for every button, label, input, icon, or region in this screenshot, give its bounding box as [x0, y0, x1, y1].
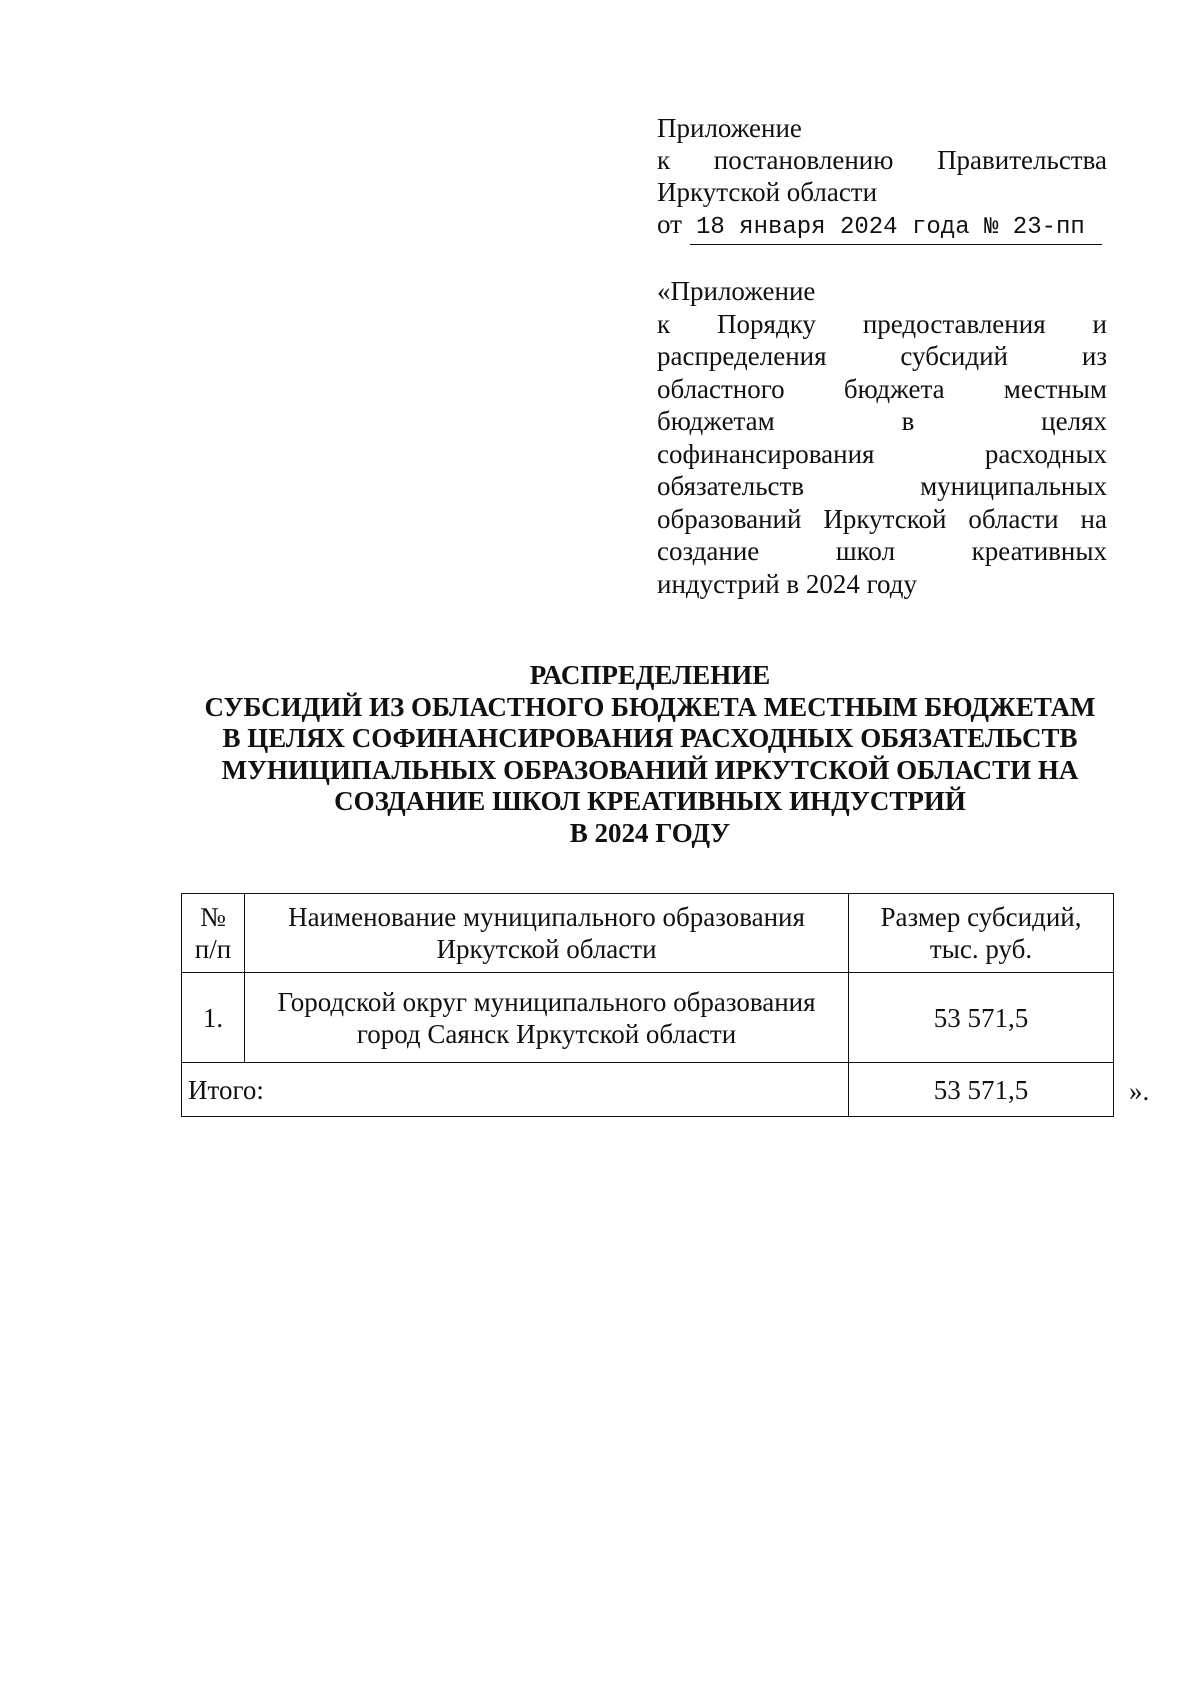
- municipality-text: город Саянск Иркутской области: [356, 1018, 737, 1049]
- appendix-header-line2: [657, 144, 1107, 176]
- word: и: [1092, 308, 1107, 339]
- header-text: №: [200, 902, 226, 932]
- header-subsidy-amount: [849, 894, 1114, 973]
- procedure-appendix-line: [657, 503, 1107, 536]
- procedure-appendix-line: [657, 340, 1107, 373]
- resolution-date-line: [657, 208, 1107, 245]
- word: креативных: [971, 536, 1107, 566]
- procedure-appendix-line: [657, 470, 1107, 503]
- header-text: Размер субсидий,: [880, 902, 1082, 932]
- procedure-appendix-line: [657, 308, 1107, 341]
- word: расходных: [984, 438, 1107, 469]
- word: субсидий: [900, 341, 1008, 371]
- total-label: Итого:: [182, 1063, 849, 1117]
- word: к: [657, 145, 671, 175]
- word: софинансирования: [657, 438, 875, 469]
- word: областного: [657, 373, 785, 404]
- word: постановлению: [713, 145, 894, 175]
- word: муниципальных: [920, 471, 1107, 501]
- title-line: СУБСИДИЙ ИЗ ОБЛАСТНОГО БЮДЖЕТА МЕСТНЫМ БЮДЖЕТАМ: [204, 691, 1096, 722]
- table-header-row: [182, 894, 1114, 973]
- header-text: тыс. руб.: [929, 934, 1033, 964]
- word: области: [968, 503, 1059, 534]
- appendix-header-line3: Иркутской области: [657, 177, 878, 207]
- word: местным: [1003, 373, 1107, 404]
- distribution-table: [181, 893, 1114, 1117]
- word: в: [901, 406, 915, 436]
- procedure-appendix-line: [657, 405, 1107, 438]
- word: Иркутской: [823, 503, 947, 534]
- title-line: РАСПРЕДЕЛЕНИЕ: [529, 660, 771, 690]
- title-line: СОЗДАНИЕ ШКОЛ КРЕАТИВНЫХ ИНДУСТРИЙ: [334, 786, 966, 816]
- procedure-appendix-line: [657, 535, 1107, 568]
- word: образований: [657, 503, 802, 534]
- word: из: [1081, 341, 1107, 371]
- header-text: Иркутской области: [436, 934, 657, 964]
- procedure-appendix-last-line: индустрий в 2024 году: [657, 568, 918, 599]
- municipality-text: Городской округ муниципального образования: [277, 986, 816, 1017]
- row-amount: 53 571,5: [849, 973, 1114, 1063]
- total-amount: 53 571,5: [849, 1063, 1114, 1117]
- procedure-appendix-line: [657, 373, 1107, 406]
- header-number: [182, 894, 245, 973]
- procedure-appendix-line: [657, 438, 1107, 471]
- title-line: В ЦЕЛЯХ СОФИНАНСИРОВАНИЯ РАСХОДНЫХ ОБЯЗАТЕЛЬСТВ: [222, 723, 1078, 753]
- table-total-row: [182, 1063, 1114, 1117]
- appendix-header-line1: Приложение: [657, 113, 802, 143]
- word: распределения: [657, 341, 827, 371]
- word: на: [1080, 503, 1107, 534]
- word: целях: [1041, 406, 1107, 436]
- document-title: [100, 660, 1200, 849]
- word: бюджета: [843, 373, 945, 404]
- word: Порядку: [717, 308, 816, 339]
- table-row: [182, 973, 1114, 1063]
- header-municipality: [245, 894, 849, 973]
- title-line: МУНИЦИПАЛЬНЫХ ОБРАЗОВАНИЙ ИРКУТСКОЙ ОБЛАСТИ НА: [221, 754, 1079, 785]
- closing-quote: ».: [1129, 1076, 1150, 1106]
- word: обязательств: [657, 471, 805, 501]
- row-municipality: [245, 973, 849, 1063]
- appendix-header: [657, 112, 1107, 245]
- header-text: п/п: [194, 934, 232, 964]
- word: создание: [657, 536, 760, 566]
- word: предоставления: [862, 308, 1046, 339]
- word: к: [657, 308, 671, 339]
- date-prefix: от: [657, 209, 682, 239]
- resolution-date-number: 18 января 2024 года № 23-пп: [690, 212, 1102, 245]
- procedure-appendix: [657, 275, 1107, 600]
- procedure-appendix-line1: «Приложение: [657, 276, 816, 306]
- word: бюджетам: [657, 406, 775, 436]
- title-line: В 2024 ГОДУ: [569, 817, 731, 848]
- word: школ: [835, 536, 896, 566]
- row-number: 1.: [182, 973, 245, 1063]
- word: Правительства: [937, 145, 1107, 175]
- header-text: Наименование муниципального образования: [288, 902, 805, 932]
